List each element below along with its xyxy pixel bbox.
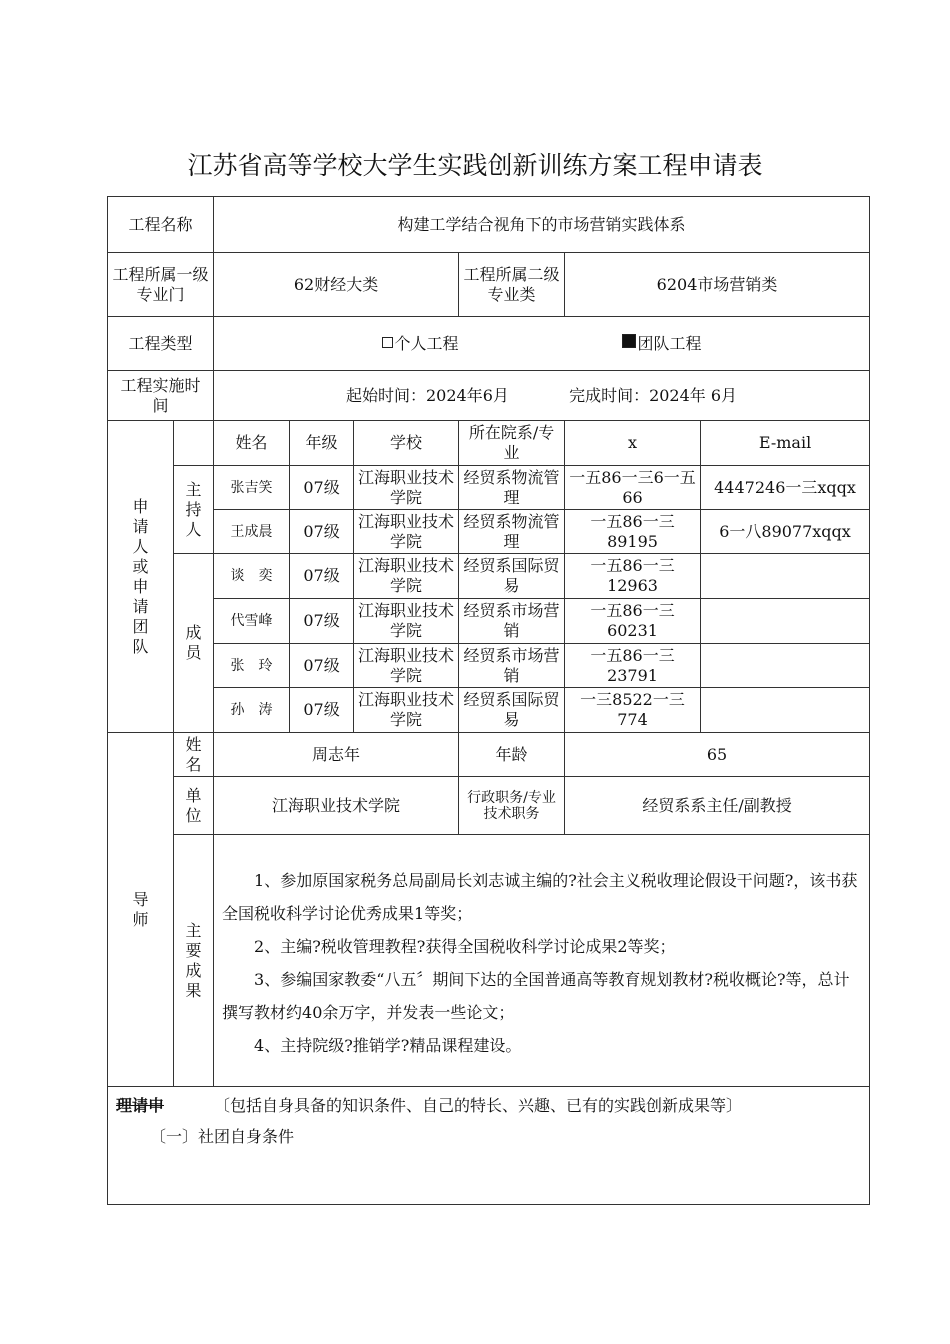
member-phone: 一五86一三60231	[565, 599, 701, 644]
host-grade: 07级	[290, 466, 354, 510]
host-phone: 一五86一三89195	[565, 510, 701, 554]
member-grade: 07级	[290, 599, 354, 644]
reason-text: 〔包括自身具备的知识条件、自己的特长、兴趣、已有的实践创新成果等〕	[214, 1096, 743, 1115]
member-name: 代雪峰	[214, 599, 290, 644]
member-school: 江海职业技术学院	[354, 554, 459, 599]
achievement-item: 2、主编?税收管理教程?获得全国税收科学讨论成果2等奖；	[254, 936, 676, 956]
host-name: 王成晨	[214, 510, 290, 554]
table-row	[108, 599, 870, 644]
table-row	[108, 554, 870, 599]
level1-label: 工程所属一级专业门	[108, 253, 214, 317]
header-dept: 所在院系/专业	[459, 421, 565, 466]
host-grade: 07级	[290, 510, 354, 554]
achievement-item: 3、参编国家教委“八五〞期间下达的全国普通高等教育规划教材?税收概论?等，总计撰写教材约40余万字，并发表一些论文；	[222, 969, 850, 1022]
member-phone: 一五86一三12963	[565, 554, 701, 599]
achievement-item: 1、参加原国家税务总局副局长刘志诚主编的?社会主义税收理论假设干问题?，该书获全国税收科学讨论优秀成果1等奖；	[222, 870, 858, 923]
member-phone: 一五86一三23791	[565, 644, 701, 688]
reason-section	[108, 1087, 870, 1205]
reason-sub: 〔一〕社团自身条件	[150, 1127, 295, 1146]
team-group-text: 申请人或申请团队	[132, 496, 149, 656]
advisor-age-label: 年龄	[459, 733, 565, 777]
member-dept: 经贸系市场营销	[459, 599, 565, 644]
member-school: 江海职业技术学院	[354, 688, 459, 733]
member-email	[701, 554, 870, 599]
header-grade: 年级	[290, 421, 354, 466]
host-email: 6一八89077xqqx	[701, 510, 870, 554]
advisor-name-label-text: 姓名	[185, 734, 202, 774]
member-name: 张 玲	[214, 644, 290, 688]
host-phone: 一五86一三6一五66	[565, 466, 701, 510]
achievements-content	[214, 835, 870, 1087]
advisor-unit: 江海职业技术学院	[214, 777, 459, 835]
level1-value: 62财经大类	[214, 253, 459, 317]
host-name: 张吉笑	[214, 466, 290, 510]
period-label: 工程实施时 间	[108, 371, 214, 421]
member-school: 江海职业技术学院	[354, 644, 459, 688]
page-title: 江苏省高等学校大学生实践创新训练方案工程申请表	[187, 151, 763, 180]
member-name: 谈 奕	[214, 554, 290, 599]
host-school: 江海职业技术学院	[354, 510, 459, 554]
application-form	[107, 196, 870, 1205]
host-dept: 经贸系物流管理	[459, 510, 565, 554]
host-dept: 经贸系物流管理	[459, 466, 565, 510]
project-type-options	[214, 317, 870, 371]
member-dept: 经贸系国际贸易	[459, 688, 565, 733]
table-row	[108, 644, 870, 688]
end-time: 完成时间：2024年 6月	[569, 385, 738, 405]
member-school: 江海职业技术学院	[354, 599, 459, 644]
level2-label: 工程所属二级专业类	[459, 253, 565, 317]
achievements-label	[174, 835, 214, 1087]
member-email	[701, 599, 870, 644]
header-name: 姓名	[214, 421, 290, 466]
advisor-unit-label	[174, 777, 214, 835]
start-time: 起始时间：2024年6月	[345, 385, 509, 405]
member-grade: 07级	[290, 554, 354, 599]
member-text: 成员	[185, 623, 202, 662]
team-group-label	[108, 421, 174, 733]
member-dept: 经贸系市场营销	[459, 644, 565, 688]
member-email	[701, 644, 870, 688]
project-name-label: 工程名称	[108, 197, 214, 253]
advisor-name: 周志年	[214, 733, 459, 777]
member-email	[701, 688, 870, 733]
achievement-item: 4、主持院级?推销学?精品课程建设。	[254, 1035, 522, 1055]
host-email: 4447246一三xqqx	[701, 466, 870, 510]
achievements-label-text: 主要成果	[185, 920, 202, 1000]
individual-checkbox[interactable]	[382, 337, 393, 348]
table-row	[108, 510, 870, 554]
member-label	[174, 554, 214, 733]
host-school: 江海职业技术学院	[354, 466, 459, 510]
team-checkbox[interactable]	[622, 334, 636, 348]
table-row	[108, 688, 870, 733]
team-header-blank	[174, 421, 214, 466]
advisor-group-text: 导 师	[132, 889, 165, 929]
header-school: 学校	[354, 421, 459, 466]
member-grade: 07级	[290, 644, 354, 688]
advisor-position: 经贸系系主任/副教授	[565, 777, 870, 835]
advisor-position-label: 行政职务/专业技术职务	[459, 777, 565, 835]
period-value	[214, 371, 870, 421]
host-label	[174, 466, 214, 554]
advisor-name-label	[174, 733, 214, 777]
header-phone: x	[565, 421, 701, 466]
project-name-value: 构建工学结合视角下的市场营销实践体系	[214, 197, 870, 253]
advisor-group-label	[108, 733, 174, 1087]
level2-value: 6204市场营销类	[565, 253, 870, 317]
advisor-unit-label-text: 单位	[185, 785, 202, 825]
individual-option-label: 个人工程	[394, 333, 459, 353]
team-option-label: 团队工程	[637, 333, 702, 353]
member-name: 孙 涛	[214, 688, 290, 733]
member-phone: 一三8522一三774	[565, 688, 701, 733]
advisor-age: 65	[565, 733, 870, 777]
reason-label: 理请申	[116, 1096, 165, 1115]
table-row	[108, 466, 870, 510]
host-text: 主持人	[185, 479, 202, 539]
member-grade: 07级	[290, 688, 354, 733]
project-type-label: 工程类型	[108, 317, 214, 371]
member-dept: 经贸系国际贸易	[459, 554, 565, 599]
header-email: E-mail	[701, 421, 870, 466]
